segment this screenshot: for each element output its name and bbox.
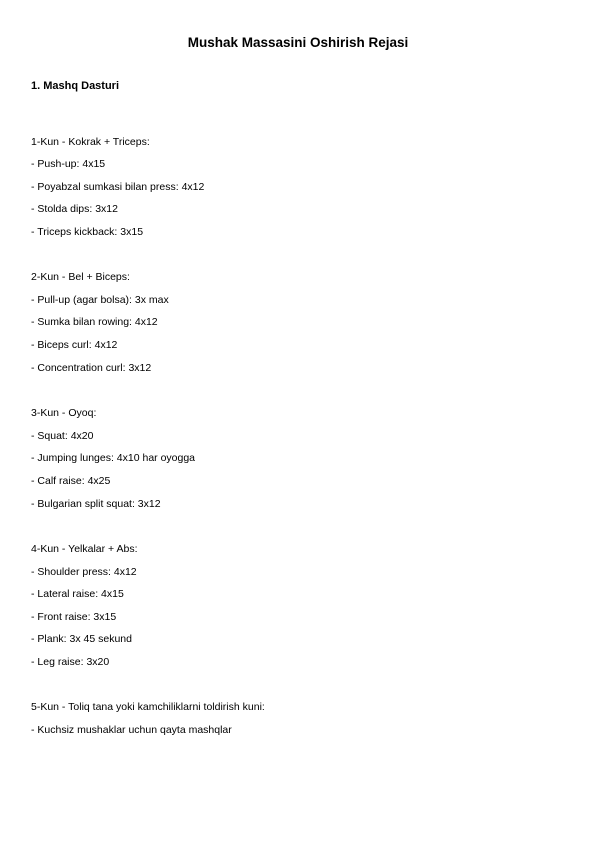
day-2-item-4: - Concentration curl: 3x12 xyxy=(31,362,152,374)
day-1-item-1: - Push-up: 4x15 xyxy=(31,158,106,170)
day-3-item-4: - Bulgarian split squat: 3x12 xyxy=(31,498,161,510)
section-heading: 1. Mashq Dasturi xyxy=(31,80,120,92)
day-3-item-1: - Squat: 4x20 xyxy=(31,430,94,442)
day-4-item-4: - Plank: 3x 45 sekund xyxy=(31,633,132,645)
day-5-header: 5-Kun - Toliq tana yoki kamchiliklarni toldirish kuni: xyxy=(31,701,265,713)
day-5-item-1: - Kuchsiz mushaklar uchun qayta mashqlar xyxy=(31,724,232,736)
day-3-item-2: - Jumping lunges: 4x10 har oyogga xyxy=(31,452,196,464)
day-2-item-2: - Sumka bilan rowing: 4x12 xyxy=(31,316,158,328)
day-4-item-3: - Front raise: 3x15 xyxy=(31,611,117,623)
day-2-item-1: - Pull-up (agar bolsa): 3x max xyxy=(31,294,169,306)
day-4-item-1: - Shoulder press: 4x12 xyxy=(31,566,137,578)
day-1-item-4: - Triceps kickback: 3x15 xyxy=(31,226,144,238)
day-1-item-3: - Stolda dips: 3x12 xyxy=(31,203,118,215)
day-2-header: 2-Kun - Bel + Biceps: xyxy=(31,271,130,283)
day-3-header: 3-Kun - Oyoq: xyxy=(31,407,97,419)
day-4-item-5: - Leg raise: 3x20 xyxy=(31,656,110,668)
day-1-header: 1-Kun - Kokrak + Triceps: xyxy=(31,136,150,148)
day-4-header: 4-Kun - Yelkalar + Abs: xyxy=(31,543,138,555)
document-title: Mushak Massasini Oshirish Rejasi xyxy=(187,35,409,50)
day-1-item-2: - Poyabzal sumkasi bilan press: 4x12 xyxy=(31,181,205,193)
day-3-item-3: - Calf raise: 4x25 xyxy=(31,475,111,487)
day-4-item-2: - Lateral raise: 4x15 xyxy=(31,588,124,600)
day-2-item-3: - Biceps curl: 4x12 xyxy=(31,339,118,351)
